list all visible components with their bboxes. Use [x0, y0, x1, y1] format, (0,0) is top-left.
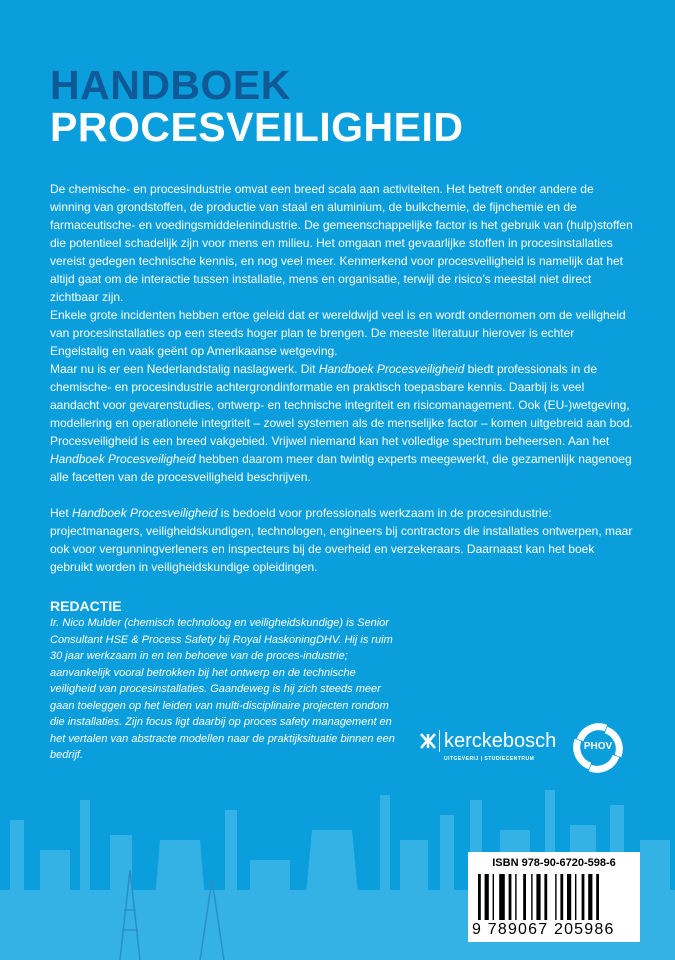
title-line-2: PROCESVEILIGHEID — [50, 104, 464, 150]
barcode-bar — [515, 874, 516, 920]
text: hebben daarom meer dan twintig experts meegewerkt, die gezamenlijk nagenoeg alle facetten van de procesveiligheid beschrijven. — [50, 452, 632, 484]
barcode-bar — [588, 874, 592, 920]
barcode-bars — [478, 874, 632, 920]
isbn-label: ISBN 978-90-6720-598-6 — [492, 857, 616, 869]
paragraph-2: Enkele grote incidenten hebben ertoe geleid dat er wereldwijd veel is en wordt ondernomen om de veiligheid van procesinstallaties op een steeds hoger plan te brengen. De meeste literatuur hierover is echter Engelstalig en vaak geënt op Amerikaanse wetgeving. — [50, 308, 626, 358]
barcode-bar — [596, 874, 599, 920]
title-line-1: HANDBOEK — [50, 62, 291, 108]
barcode-bar — [544, 874, 547, 920]
text: biedt professionals in de chemische- en procesindustrie achtergrondinformatie en praktisch toepasbare kennis. Daarbij is veel aandacht voor gevarenstudies, ontwerp- en technische integriteit en risicomanagement. Ook (EU-)wetgeving, modellering en operationele integriteit – zowel systemen als de menselijke factor – komen uitgebreid aan bod. — [50, 362, 634, 430]
book-title: Handboek Procesveiligheid — [72, 506, 218, 520]
text-column — [50, 180, 635, 764]
book-title: Handboek Procesveiligheid — [50, 452, 196, 466]
phov-logo — [570, 720, 626, 776]
barcode-bar — [555, 874, 556, 920]
kerckebosch-logo — [420, 730, 557, 764]
publisher-subtitle: UITGEVERIJ | STUDIECENTRUM — [444, 756, 535, 762]
barcode-bar — [531, 874, 532, 920]
barcode-bar — [560, 874, 563, 920]
barcode-bar — [509, 874, 512, 920]
barcode-bar — [582, 874, 585, 920]
barcode-bar — [523, 874, 526, 920]
redactie-heading: REDACTIE — [50, 598, 122, 614]
paragraph-1: De chemische- en procesindustrie omvat een breed scala aan activiteiten. Het betreft onder andere de winning van grondstoffen, de productie van staal en aluminium, de bulkchemie, de fijnchemie en de farmaceutische- en voedingsmiddelenindustrie. De gemeenschappelijke factor is het gebruik van (hulp)stoffen die potentieel schadelijk zijn voor mens en milieu. Het omgaan met gevaarlijke stoffen in procesinstallaties vereist gedegen technische kennis, en nog veel meer. Kenmerkend voor procesveiligheid is namelijk dat het altijd gaat om de interactie tussen installatie, mens en organisatie, terwijl de risico’s meestal niet direct zichtbaar zijn. — [50, 182, 633, 304]
barcode-bar — [485, 874, 489, 920]
text: Procesveiligheid is een breed vakgebied. Vrijwel niemand kan het volledige spectrum beheersen. Aan het — [50, 434, 610, 448]
kerckebosch-mark-icon — [420, 733, 436, 749]
barcode-bar — [478, 874, 481, 920]
partner-name: PHOV — [583, 741, 613, 752]
paragraph-3 — [50, 360, 635, 432]
barcode-bar — [499, 874, 505, 920]
barcode-bar — [536, 874, 540, 920]
divider — [439, 730, 440, 752]
text: Het — [50, 506, 73, 520]
barcode-bar — [567, 874, 571, 920]
text: is bedoeld voor professionals werkzaam in de procesindustrie: projectmanagers, veiligheidskundigen, technologen, engineers bij contractors die installaties ontwerpen, maar ook voor vergunningverleners en inspecteurs bij de overheid en verzekeraars. Daarnaast kan het boek gebruikt worden in veiligheidskundige opleidingen. — [50, 506, 633, 574]
barcode-digits: 9 789067 205986 — [472, 921, 615, 938]
barcode-bar — [493, 874, 494, 920]
barcode-bar — [575, 874, 576, 920]
description — [50, 180, 635, 576]
paragraph-4 — [50, 432, 635, 486]
editor-bio: Ir. Nico Mulder (chemisch technoloog en veiligheidskundige) is Senior Consultant HSE & Process Safety bij Royal HaskoningDHV. Hij is ruim 30 jaar werkzaam in en ten behoeve van de proces-industrie; aanvankelijk vooral betrokken bij het ontwerp en de technische veiligheid van procesinstallaties. Gaandeweg is hij zich steeds meer gaan toeleggen op het leiden van multi-disciplinaire projecten rondom die installaties. Zijn focus ligt daarbij op proces safety management en het vertalen van abstracte modellen naar de praktijksituatie binnen een bedrijf. — [50, 617, 395, 761]
isbn-barcode — [468, 852, 640, 942]
text: Maar nu is er een Nederlandstalig naslagwerk. Dit — [50, 362, 319, 376]
book-title: Handboek Procesveiligheid — [318, 362, 465, 376]
paragraph-5 — [50, 504, 635, 576]
publisher-name: kerckebosch — [444, 730, 557, 752]
